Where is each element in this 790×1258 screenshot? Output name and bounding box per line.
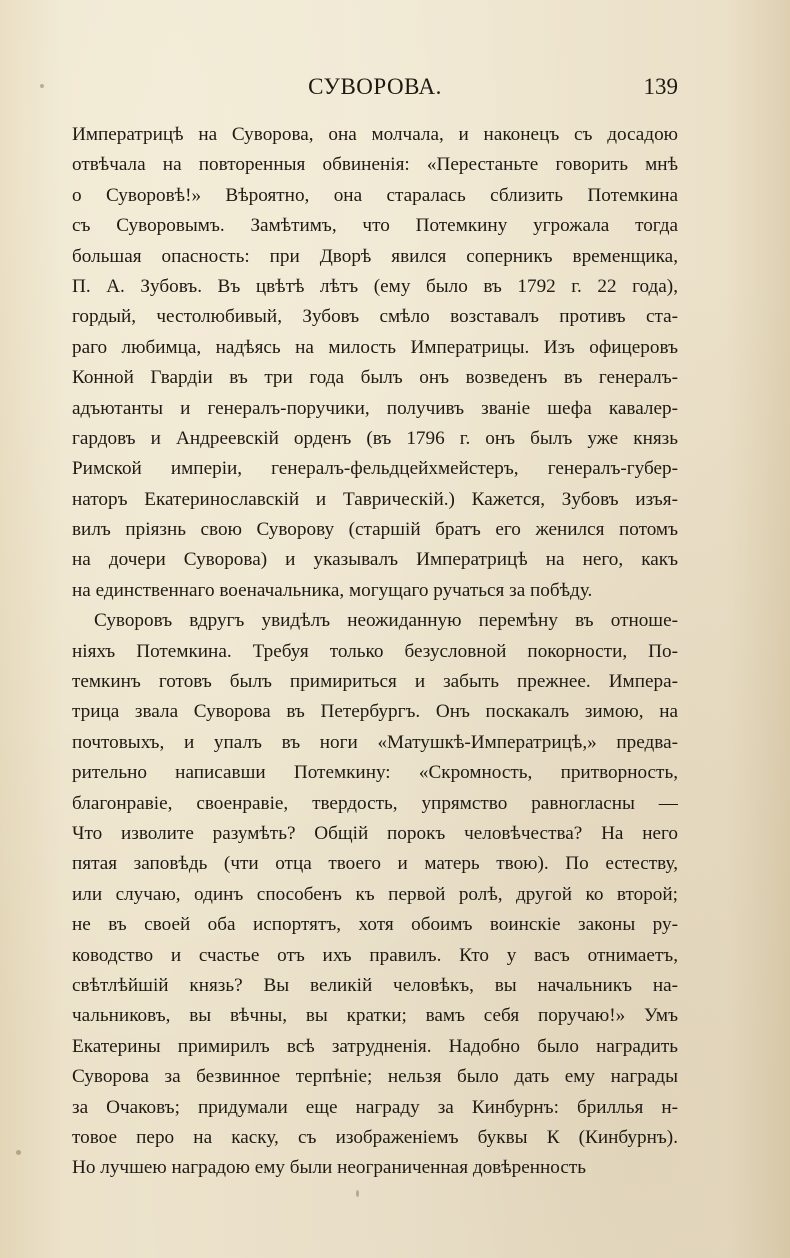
text-line-16: на единственнаго военачальника, могущаго ручаться за побѣду. [72, 579, 593, 601]
text-line-7: гордый, честолюбивый, Зубовъ смѣло возставалъ противъ ста- [72, 306, 678, 328]
paper-speck [356, 1190, 359, 1197]
paper-speck [40, 84, 44, 88]
text-line-19: темкинъ готовъ былъ примириться и забыть прежнее. Импера- [72, 671, 678, 693]
page-number: 139 [643, 74, 678, 99]
text-line-33: за Очаковъ; придумали еще награду за Кинбурнъ: бриллья н- [72, 1096, 678, 1118]
text-line-30: чальниковъ, вы вѣчны, вы кратки; вамъ себя поручаю!» Умъ [72, 1005, 678, 1027]
text-line-11: гардовъ и Андреевскій орденъ (въ 1796 г. онъ былъ уже князь [72, 427, 678, 449]
text-line-1: Императрицѣ на Суворова, она молчала, и наконецъ съ досадою [72, 124, 678, 145]
text-line-13: наторъ Екатеринославскій и Таврическій.) Кажется, Зубовъ изъя- [72, 488, 678, 510]
text-line-8: раго любимца, надѣясь на милость Императрицы. Изъ офицеровъ [72, 336, 678, 358]
text-line-27: не въ своей оба испортятъ, хотя обоимъ воинскіе законы ру- [72, 914, 678, 936]
text-line-17: Суворовъ вдругъ увидѣлъ неожиданную перемѣну въ отноше- [94, 610, 678, 632]
text-line-34: товое перо на каску, съ изображеніемъ буквы К (Кинбурнъ). [72, 1126, 678, 1148]
text-line-5: большая опасность: при Дворѣ явился соперникъ временщика, [72, 245, 678, 267]
text-line-2: отвѣчала на повторенныя обвиненія: «Перестаньте говорить мнѣ [72, 154, 678, 176]
text-line-18: ніяхъ Потемкина. Требуя только безусловной покорности, По- [72, 640, 678, 662]
page-header [72, 74, 678, 104]
text-line-21: почтовыхъ, и упалъ въ ноги «Матушкѣ-Императрицѣ,» предва- [72, 731, 678, 753]
text-line-6: П. А. Зубовъ. Въ цвѣтѣ лѣтъ (ему было въ 1792 г. 22 года), [72, 275, 678, 297]
body-text [72, 120, 678, 1184]
text-line-26: или случаю, одинъ способенъ къ первой ролѣ, другой ко второй; [72, 883, 678, 905]
text-line-24: Что изволите разумѣть? Общій порокъ человѣчества? На него [72, 822, 678, 844]
text-line-12: Римской имперіи, генералъ-фельдцейхмейстеръ, генералъ-губер- [72, 458, 678, 480]
text-line-4: съ Суворовымъ. Замѣтимъ, что Потемкину угрожала тогда [72, 215, 678, 237]
text-line-22: рительно написавши Потемкину: «Скромность, притворность, [72, 762, 678, 784]
text-line-31: Екатерины примирилъ всѣ затрудненія. Надобно было наградить [72, 1035, 678, 1057]
text-line-14: вилъ пріязнь свою Суворову (старшій братъ его женился потомъ [72, 519, 678, 541]
text-line-23: благонравіе, своенравіе, твердость, упрямство равногласны — [72, 792, 678, 814]
text-line-25: пятая заповѣдь (чти отца твоего и матерь твою). По естеству, [72, 853, 678, 875]
text-line-20: трица звала Суворова въ Петербургъ. Онъ поскакалъ зимою, на [72, 701, 678, 723]
text-line-35: Но лучшею наградою ему были неограниченная довѣренность [72, 1157, 587, 1179]
text-line-15: на дочери Суворова) и указывалъ Императрицѣ на него, какъ [72, 549, 678, 571]
running-title: СУВОРОВА. [308, 74, 442, 99]
text-line-29: свѣтлѣйшій князь? Вы великій человѣкъ, вы начальникъ на- [72, 974, 678, 996]
paper-speck [16, 1150, 21, 1155]
text-line-9: Конной Гвардіи въ три года былъ онъ возведенъ въ генералъ- [72, 367, 678, 389]
text-line-28: ководство и счастье отъ ихъ правилъ. Кто у васъ отнимаетъ, [72, 944, 678, 966]
text-line-3: о Суворовѣ!» Вѣроятно, она старалась сблизить Потемкина [72, 184, 678, 206]
text-line-32: Суворова за безвинное терпѣніе; нельзя было дать ему награды [72, 1066, 678, 1088]
text-line-10: адъютанты и генералъ-поручики, получивъ званіе шефа кавалер- [72, 397, 678, 419]
